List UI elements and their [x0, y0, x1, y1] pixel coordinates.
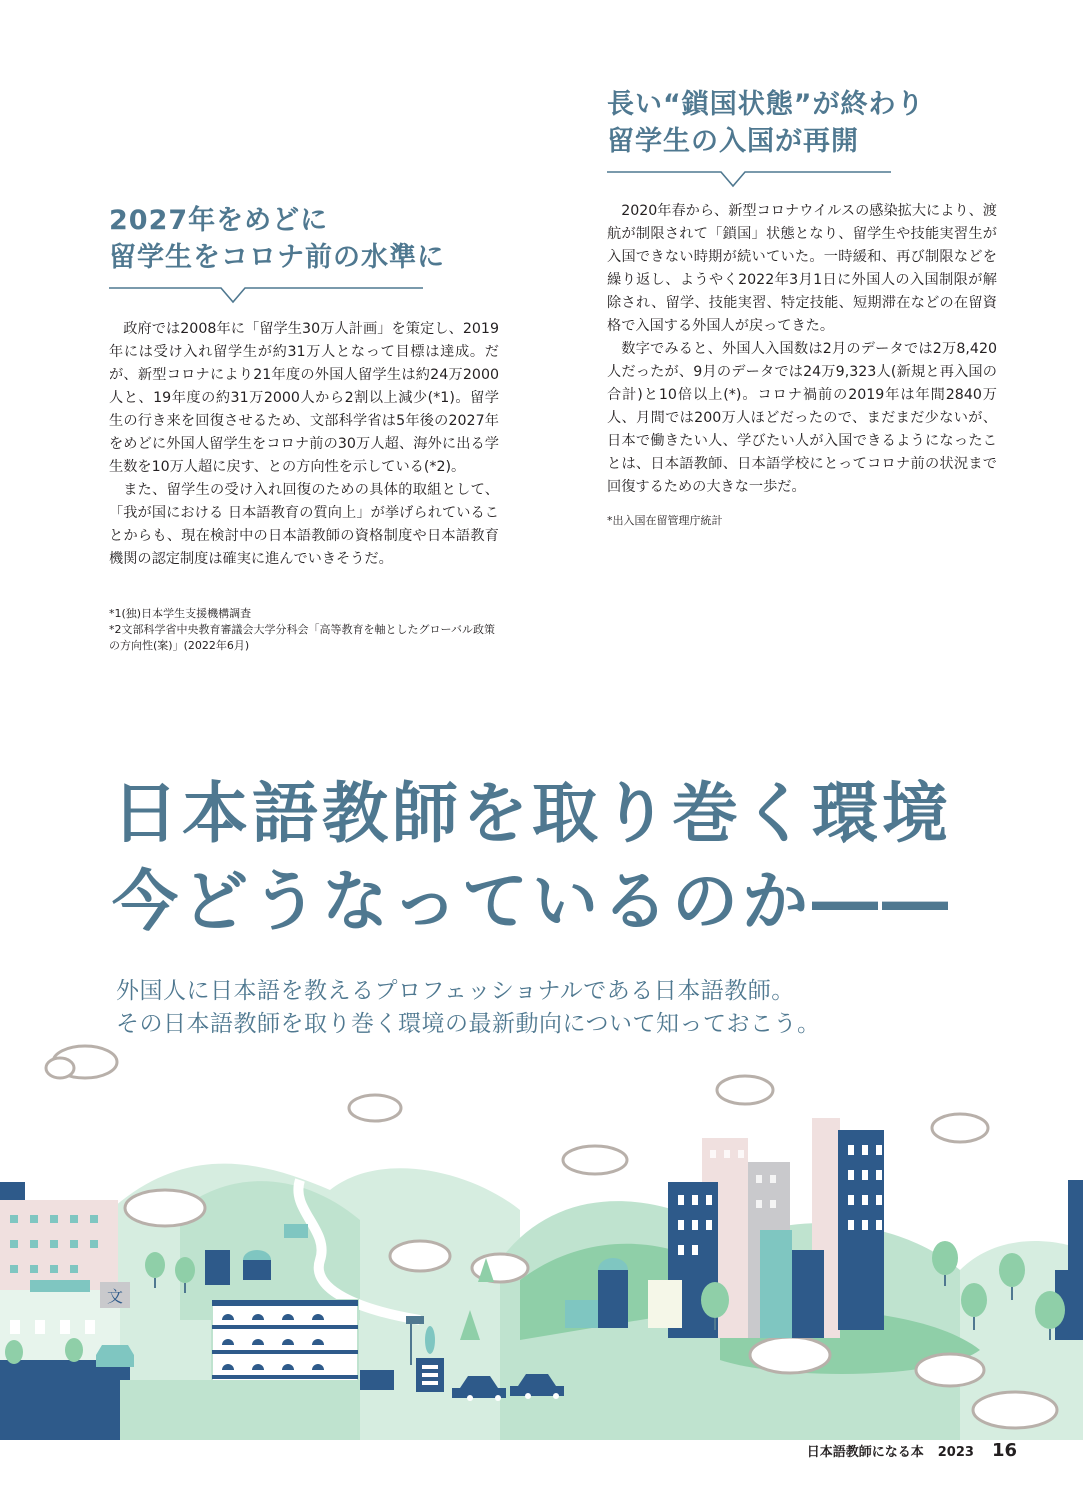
town-illustration: [0, 1020, 1083, 1440]
right-paragraph-1: 2020年春から、新型コロナウイルスの感染拡大により、渡航が制限されて「鎖国」状態となり、留学生や技能実習生が入国できない時期が続いていた。一時緩和、再び制限などを繰り返し、ようやく2022年3月1日に外国人の入国制限が解除され、留学、技能実習、特定技能、短期滞在などの在留資格で入国する外国人が戻ってきた。: [607, 203, 997, 334]
lead-line1: 外国人に日本語を教えるプロフェッショナルである日本語教師。: [116, 978, 795, 1004]
right-body: [607, 200, 997, 499]
left-paragraph-2: また、留学生の受け入れ回復のための具体的取組として、「我が国における 日本語教育の質向上」が挙げられていることからも、現在検討中の日本語教師の資格制度や日本語教育機関の認定制度は確実に進んでいきそうだ。: [109, 482, 499, 567]
main-title-line1: 日本語教師を取り巻く環境: [112, 775, 952, 852]
right-heading-line1: 長い“鎖国状態”が終わり: [607, 89, 925, 120]
left-body: [109, 318, 499, 571]
school-sign: 文: [106, 1287, 124, 1306]
right-paragraph-2: 数字でみると、外国人入国数は2月のデータでは2万8,420人だったが、9月のデータでは24万9,323人(新規と再入国の合計)と10倍以上(*)。コロナ禍前の2019年は年間2840万人、月間では200万人ほどだったので、まだまだ少ないが、日本で働きたい人、学びたい人が入国できるようになったことは、日本語教師、日本語学校にとってコロナ前の状況まで回復するための大きな一歩だ。: [607, 341, 997, 495]
left-footnotes: [109, 606, 501, 654]
footnote-2: *2文部科学省中央教育審議会大学分科会「高等教育を軸としたグローバル政策の方向性(案)」(2022年6月): [109, 623, 495, 652]
left-heading-line2: 留学生をコロナ前の水準に: [109, 242, 445, 273]
page-number: 16: [991, 1440, 1017, 1461]
footnote-1: *1(独)日本学生支援機構調査: [109, 607, 252, 620]
right-footnote: *出入国在留管理庁統計: [607, 514, 723, 527]
left-paragraph-1: 政府では2008年に「留学生30万人計画」を策定し、2019年には受け入れ留学生が約31万人となって目標は達成。だが、新型コロナにより21年度の外国人留学生は約24万2000人と、19年度の約31万2000人から2割以上減少(*1)。留学生の行き来を回復させるため、文部科学省は5年後の2027年をめどに外国人留学生をコロナ前の30万人超、海外に出る学生数を10万人超に戻す、との方向性を示している(*2)。: [109, 321, 499, 475]
lead-line2: その日本語教師を取り巻く環境の最新動向について知っておこう。: [116, 1011, 821, 1037]
left-heading-divider: [109, 282, 423, 312]
right-heading: [607, 86, 925, 160]
right-heading-divider: [607, 166, 891, 196]
footer-year: 2023: [937, 1445, 974, 1460]
page-footer: [807, 1440, 1017, 1461]
right-heading-line2: 留学生の入国が再開: [607, 126, 859, 157]
main-title-line2: 今どうなっているのか――: [112, 863, 952, 940]
footer-book-title: 日本語教師になる本: [806, 1445, 924, 1460]
left-heading: [109, 202, 445, 276]
left-heading-line1: 2027年をめどに: [109, 205, 329, 236]
